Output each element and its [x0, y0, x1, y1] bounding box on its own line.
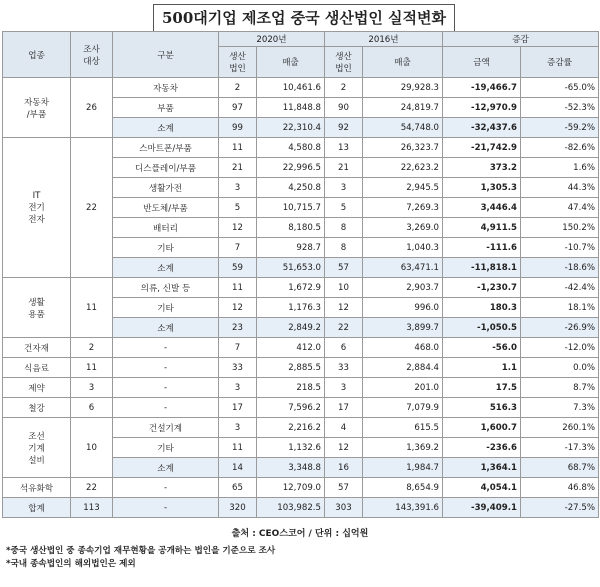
sales-2020-cell: 12,709.0 [257, 478, 325, 498]
category-cell: - [113, 358, 219, 378]
header-industry: 업종 [3, 32, 71, 78]
corp-2020-cell: 11 [219, 138, 257, 158]
corp-2020-cell: 3 [219, 178, 257, 198]
total-industry-cell: 합계 [3, 498, 71, 518]
change-rate-cell: -18.6% [521, 258, 599, 278]
corp-2016-cell: 17 [325, 398, 363, 418]
sales-2020-cell: 218.5 [257, 378, 325, 398]
change-amount-cell: 373.2 [443, 158, 521, 178]
sales-2020-cell: 3,348.8 [257, 458, 325, 478]
corp-2020-cell: 2 [219, 78, 257, 98]
header-count [71, 32, 113, 78]
table-row [3, 398, 599, 418]
table-header [3, 32, 599, 78]
corp-2016-cell: 8 [325, 238, 363, 258]
sales-2016-cell: 996.0 [363, 298, 443, 318]
corp-2020-cell: 65 [219, 478, 257, 498]
corp-2020-cell: 7 [219, 338, 257, 358]
change-amount-cell: 1,305.3 [443, 178, 521, 198]
sales-2016-cell: 22,623.2 [363, 158, 443, 178]
header-2016: 2016년 [325, 32, 443, 47]
change-rate-cell: -82.6% [521, 138, 599, 158]
change-amount-cell: 3,446.4 [443, 198, 521, 218]
change-rate-cell: -26.9% [521, 318, 599, 338]
count-cell: 3 [71, 378, 113, 398]
total-corp-2016-cell: 303 [325, 498, 363, 518]
change-amount-cell: 180.3 [443, 298, 521, 318]
header-2020: 2020년 [219, 32, 325, 47]
sales-2016-cell: 7,079.9 [363, 398, 443, 418]
sales-2020-cell: 10,715.7 [257, 198, 325, 218]
sales-2016-cell: 8,654.9 [363, 478, 443, 498]
change-rate-cell: -65.0% [521, 78, 599, 98]
change-rate-cell: 44.3% [521, 178, 599, 198]
header-sales-2016: 매출 [363, 47, 443, 78]
category-cell: 소계 [113, 118, 219, 138]
table-body [3, 78, 599, 518]
total-count-cell: 113 [71, 498, 113, 518]
corp-2016-cell: 57 [325, 478, 363, 498]
industry-cell: 석유화학 [3, 478, 71, 498]
category-cell: 자동차 [113, 78, 219, 98]
total-corp-2020-cell: 320 [219, 498, 257, 518]
sales-2020-cell: 2,885.5 [257, 358, 325, 378]
change-amount-cell: 516.3 [443, 398, 521, 418]
sales-2020-cell: 10,461.6 [257, 78, 325, 98]
change-amount-cell: 1.1 [443, 358, 521, 378]
corp-2016-cell: 3 [325, 178, 363, 198]
count-cell: 22 [71, 478, 113, 498]
sales-2020-cell: 51,653.0 [257, 258, 325, 278]
sales-2016-cell: 3,899.7 [363, 318, 443, 338]
total-sales-2016-cell: 143,391.6 [363, 498, 443, 518]
category-cell: - [113, 478, 219, 498]
change-rate-cell: -10.7% [521, 238, 599, 258]
table-row [3, 358, 599, 378]
change-rate-cell: 8.7% [521, 378, 599, 398]
table-row [3, 338, 599, 358]
corp-2016-cell: 12 [325, 298, 363, 318]
category-cell: - [113, 338, 219, 358]
change-amount-cell: -1,230.7 [443, 278, 521, 298]
sales-2016-cell: 2,884.4 [363, 358, 443, 378]
sales-2016-cell: 615.5 [363, 418, 443, 438]
change-amount-cell: -11,818.1 [443, 258, 521, 278]
industry-cell: 생활 용품 [3, 278, 71, 338]
change-amount-cell: 1,364.1 [443, 458, 521, 478]
data-table [2, 31, 599, 518]
corp-2020-cell: 59 [219, 258, 257, 278]
note-1: *중국 생산법인 중 종속기업 재무현황을 공개하는 법인을 기준으로 조사 [6, 546, 276, 556]
change-rate-cell: 18.1% [521, 298, 599, 318]
total-category-cell: - [113, 498, 219, 518]
category-cell: 반도체/부품 [113, 198, 219, 218]
corp-2016-cell: 12 [325, 438, 363, 458]
corp-2020-cell: 97 [219, 98, 257, 118]
total-sales-2020-cell: 103,982.5 [257, 498, 325, 518]
corp-2016-cell: 57 [325, 258, 363, 278]
total-change-rate-cell: -27.5% [521, 498, 599, 518]
corp-2016-cell: 92 [325, 118, 363, 138]
corp-2016-cell: 6 [325, 338, 363, 358]
sales-2020-cell: 22,310.4 [257, 118, 325, 138]
table-row [3, 138, 599, 158]
source-line: 출처 : CEO스코어 / 단위 : 십억원 [231, 529, 369, 539]
corp-2016-cell: 10 [325, 278, 363, 298]
corp-2016-cell: 4 [325, 418, 363, 438]
sales-2016-cell: 201.0 [363, 378, 443, 398]
corp-2016-cell: 16 [325, 458, 363, 478]
sales-2016-cell: 2,945.5 [363, 178, 443, 198]
corp-2016-cell: 33 [325, 358, 363, 378]
header-category: 구분 [113, 32, 219, 78]
corp-2016-cell: 13 [325, 138, 363, 158]
change-amount-cell: -111.6 [443, 238, 521, 258]
table-row [3, 478, 599, 498]
header-count-line1: 조사 [83, 44, 100, 55]
corp-2016-cell: 5 [325, 198, 363, 218]
category-cell: 기타 [113, 238, 219, 258]
total-change-amount-cell: -39,409.1 [443, 498, 521, 518]
sales-2020-cell: 7,596.2 [257, 398, 325, 418]
category-cell: 디스플레이/부품 [113, 158, 219, 178]
sales-2016-cell: 468.0 [363, 338, 443, 358]
corp-2020-cell: 33 [219, 358, 257, 378]
category-cell: 기타 [113, 298, 219, 318]
category-cell: 기타 [113, 438, 219, 458]
header-change: 증감 [443, 32, 599, 47]
category-cell: 건설기계 [113, 418, 219, 438]
corp-2020-cell: 17 [219, 398, 257, 418]
header-corp-2020: 생산 법인 [219, 47, 257, 78]
table-row [3, 378, 599, 398]
change-amount-cell: 1,600.7 [443, 418, 521, 438]
corp-2016-cell: 2 [325, 78, 363, 98]
count-cell: 26 [71, 78, 113, 138]
change-rate-cell: -52.3% [521, 98, 599, 118]
notes [6, 545, 275, 571]
change-rate-cell: 0.0% [521, 358, 599, 378]
corp-2020-cell: 7 [219, 238, 257, 258]
category-cell: 소계 [113, 458, 219, 478]
corp-2020-cell: 3 [219, 378, 257, 398]
sales-2020-cell: 22,996.5 [257, 158, 325, 178]
sales-2020-cell: 2,849.2 [257, 318, 325, 338]
category-cell: 소계 [113, 258, 219, 278]
sales-2016-cell: 29,928.3 [363, 78, 443, 98]
count-cell: 6 [71, 398, 113, 418]
sales-2020-cell: 1,132.6 [257, 438, 325, 458]
sales-2020-cell: 4,250.8 [257, 178, 325, 198]
corp-2020-cell: 23 [219, 318, 257, 338]
header-amount: 금액 [443, 47, 521, 78]
industry-cell: 철강 [3, 398, 71, 418]
corp-2020-cell: 11 [219, 278, 257, 298]
change-amount-cell: 4,054.1 [443, 478, 521, 498]
sales-2016-cell: 7,269.3 [363, 198, 443, 218]
corp-2016-cell: 21 [325, 158, 363, 178]
change-amount-cell: -32,437.6 [443, 118, 521, 138]
total-row [3, 498, 599, 518]
change-rate-cell: 47.4% [521, 198, 599, 218]
sales-2020-cell: 1,672.9 [257, 278, 325, 298]
category-cell: 소계 [113, 318, 219, 338]
change-amount-cell: 4,911.5 [443, 218, 521, 238]
count-cell: 10 [71, 418, 113, 478]
sales-2020-cell: 1,176.3 [257, 298, 325, 318]
sales-2016-cell: 3,269.0 [363, 218, 443, 238]
header-sales-2020: 매출 [257, 47, 325, 78]
sales-2016-cell: 2,903.7 [363, 278, 443, 298]
header-corp-2016: 생산 법인 [325, 47, 363, 78]
count-cell: 11 [71, 278, 113, 338]
category-cell: - [113, 378, 219, 398]
change-rate-cell: -59.2% [521, 118, 599, 138]
category-cell: 스마트폰/부품 [113, 138, 219, 158]
corp-2020-cell: 3 [219, 418, 257, 438]
industry-cell: 식음료 [3, 358, 71, 378]
table-row [3, 418, 599, 438]
change-rate-cell: 46.8% [521, 478, 599, 498]
header-count-line2: 대상 [83, 56, 100, 67]
industry-cell: 자동차 /부품 [3, 78, 71, 138]
corp-2020-cell: 12 [219, 298, 257, 318]
corp-2020-cell: 5 [219, 198, 257, 218]
table-row [3, 278, 599, 298]
corp-2020-cell: 14 [219, 458, 257, 478]
corp-2020-cell: 12 [219, 218, 257, 238]
sales-2020-cell: 2,216.2 [257, 418, 325, 438]
change-amount-cell: 17.5 [443, 378, 521, 398]
corp-2016-cell: 3 [325, 378, 363, 398]
sales-2020-cell: 412.0 [257, 338, 325, 358]
change-amount-cell: -19,466.7 [443, 78, 521, 98]
sales-2020-cell: 8,180.5 [257, 218, 325, 238]
sales-2016-cell: 63,471.1 [363, 258, 443, 278]
change-amount-cell: -56.0 [443, 338, 521, 358]
count-cell: 11 [71, 358, 113, 378]
sales-2016-cell: 24,819.7 [363, 98, 443, 118]
category-cell: 부품 [113, 98, 219, 118]
industry-cell: 건자재 [3, 338, 71, 358]
category-cell: - [113, 398, 219, 418]
sales-2016-cell: 1,984.7 [363, 458, 443, 478]
page-title: 500대기업 제조업 중국 생산법인 실적변화 [153, 4, 455, 32]
category-cell: 배터리 [113, 218, 219, 238]
sales-2016-cell: 26,323.7 [363, 138, 443, 158]
header-rate: 증감률 [521, 47, 599, 78]
category-cell: 의류, 신발 등 [113, 278, 219, 298]
sales-2020-cell: 4,580.8 [257, 138, 325, 158]
change-rate-cell: 1.6% [521, 158, 599, 178]
sales-2020-cell: 11,848.8 [257, 98, 325, 118]
change-rate-cell: 150.2% [521, 218, 599, 238]
sales-2020-cell: 928.7 [257, 238, 325, 258]
change-rate-cell: -42.4% [521, 278, 599, 298]
change-amount-cell: -12,970.9 [443, 98, 521, 118]
sales-2016-cell: 1,369.2 [363, 438, 443, 458]
corp-2016-cell: 8 [325, 218, 363, 238]
change-rate-cell: 7.3% [521, 398, 599, 418]
corp-2016-cell: 90 [325, 98, 363, 118]
corp-2020-cell: 11 [219, 438, 257, 458]
sales-2016-cell: 1,040.3 [363, 238, 443, 258]
industry-cell: 조선 기계 설비 [3, 418, 71, 478]
count-cell: 2 [71, 338, 113, 358]
industry-cell: 제약 [3, 378, 71, 398]
note-2: *국내 종속법인의 해외법인은 제외 [6, 559, 136, 569]
industry-cell: IT 전기 전자 [3, 138, 71, 278]
change-rate-cell: 260.1% [521, 418, 599, 438]
change-amount-cell: -1,050.5 [443, 318, 521, 338]
change-amount-cell: -236.6 [443, 438, 521, 458]
corp-2016-cell: 22 [325, 318, 363, 338]
change-rate-cell: -17.3% [521, 438, 599, 458]
count-cell: 22 [71, 138, 113, 278]
change-rate-cell: 68.7% [521, 458, 599, 478]
sales-2016-cell: 54,748.0 [363, 118, 443, 138]
change-rate-cell: -12.0% [521, 338, 599, 358]
change-amount-cell: -21,742.9 [443, 138, 521, 158]
corp-2020-cell: 99 [219, 118, 257, 138]
category-cell: 생활가전 [113, 178, 219, 198]
table-row [3, 78, 599, 98]
corp-2020-cell: 21 [219, 158, 257, 178]
